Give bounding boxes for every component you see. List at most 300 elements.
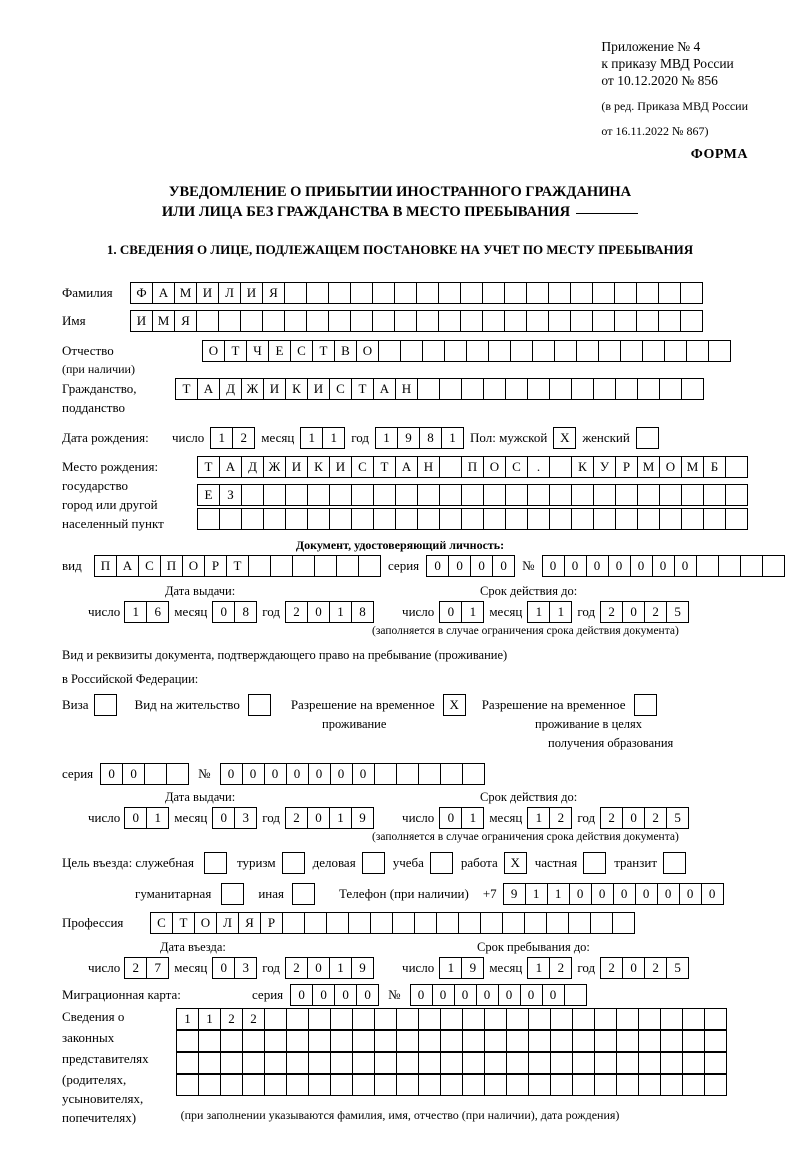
- char-cell[interactable]: [660, 1052, 683, 1074]
- char-cell[interactable]: 0: [674, 555, 697, 577]
- char-cell[interactable]: [439, 378, 462, 400]
- char-cell[interactable]: [314, 555, 337, 577]
- birth-month-input[interactable]: [300, 427, 345, 449]
- char-cell[interactable]: И: [329, 456, 352, 478]
- char-cell[interactable]: [438, 310, 461, 332]
- char-cell[interactable]: [528, 1030, 551, 1052]
- char-cell[interactable]: Л: [216, 912, 239, 934]
- char-cell[interactable]: [460, 282, 483, 304]
- char-cell[interactable]: [263, 508, 286, 530]
- phone-input[interactable]: [503, 883, 724, 905]
- char-cell[interactable]: Н: [417, 456, 440, 478]
- char-cell[interactable]: [330, 1008, 353, 1030]
- char-cell[interactable]: [418, 1008, 441, 1030]
- char-cell[interactable]: [242, 1074, 265, 1096]
- char-cell[interactable]: [704, 1030, 727, 1052]
- char-cell[interactable]: [682, 1052, 705, 1074]
- char-cell[interactable]: 0: [334, 984, 357, 1006]
- patronymic-input[interactable]: [202, 340, 731, 362]
- char-cell[interactable]: [374, 1074, 397, 1096]
- char-cell[interactable]: [458, 912, 481, 934]
- stay-issue-month-input[interactable]: [212, 807, 257, 829]
- char-cell[interactable]: [330, 1052, 353, 1074]
- char-cell[interactable]: 8: [234, 601, 257, 623]
- char-cell[interactable]: [284, 310, 307, 332]
- char-cell[interactable]: 2: [644, 957, 667, 979]
- char-cell[interactable]: [395, 508, 418, 530]
- char-cell[interactable]: [506, 1008, 529, 1030]
- char-cell[interactable]: О: [356, 340, 379, 362]
- char-cell[interactable]: [658, 282, 681, 304]
- char-cell[interactable]: [506, 1052, 529, 1074]
- char-cell[interactable]: [292, 883, 315, 905]
- char-cell[interactable]: [506, 1074, 529, 1096]
- char-cell[interactable]: [616, 1074, 639, 1096]
- char-cell[interactable]: [242, 1030, 265, 1052]
- char-cell[interactable]: 2: [644, 601, 667, 623]
- char-cell[interactable]: 0: [586, 555, 609, 577]
- char-cell[interactable]: 0: [100, 763, 123, 785]
- char-cell[interactable]: П: [160, 555, 183, 577]
- char-cell[interactable]: [634, 694, 657, 716]
- char-cell[interactable]: [440, 1052, 463, 1074]
- purpose-service-checkbox[interactable]: [204, 852, 227, 874]
- char-cell[interactable]: [395, 484, 418, 506]
- char-cell[interactable]: М: [174, 282, 197, 304]
- char-cell[interactable]: 0: [439, 807, 462, 829]
- mc-number-input[interactable]: [410, 984, 587, 1006]
- char-cell[interactable]: [616, 1008, 639, 1030]
- stayuntil-day-input[interactable]: [439, 957, 484, 979]
- char-cell[interactable]: 1: [322, 427, 345, 449]
- char-cell[interactable]: 2: [232, 427, 255, 449]
- char-cell[interactable]: С: [351, 456, 374, 478]
- char-cell[interactable]: 0: [308, 763, 331, 785]
- char-cell[interactable]: 6: [146, 601, 169, 623]
- char-cell[interactable]: 2: [600, 807, 623, 829]
- char-cell[interactable]: С: [329, 378, 352, 400]
- char-cell[interactable]: [306, 310, 329, 332]
- char-cell[interactable]: Я: [238, 912, 261, 934]
- char-cell[interactable]: [616, 1030, 639, 1052]
- char-cell[interactable]: 0: [569, 883, 592, 905]
- char-cell[interactable]: [197, 508, 220, 530]
- citizenship-input[interactable]: [175, 378, 704, 400]
- char-cell[interactable]: [440, 1074, 463, 1096]
- char-cell[interactable]: Ч: [246, 340, 269, 362]
- char-cell[interactable]: 0: [212, 601, 235, 623]
- char-cell[interactable]: [330, 1030, 353, 1052]
- char-cell[interactable]: [638, 1030, 661, 1052]
- char-cell[interactable]: Т: [197, 456, 220, 478]
- char-cell[interactable]: [396, 1074, 419, 1096]
- temp-residence-checkbox[interactable]: [443, 694, 466, 716]
- char-cell[interactable]: [308, 1008, 331, 1030]
- char-cell[interactable]: [615, 378, 638, 400]
- char-cell[interactable]: [549, 508, 572, 530]
- char-cell[interactable]: 9: [503, 883, 526, 905]
- char-cell[interactable]: [373, 484, 396, 506]
- char-cell[interactable]: 1: [461, 601, 484, 623]
- doc-series-input[interactable]: [426, 555, 515, 577]
- char-cell[interactable]: [329, 484, 352, 506]
- char-cell[interactable]: [510, 340, 533, 362]
- char-cell[interactable]: М: [681, 456, 704, 478]
- char-cell[interactable]: [682, 1008, 705, 1030]
- char-cell[interactable]: [221, 883, 244, 905]
- char-cell[interactable]: [286, 1052, 309, 1074]
- char-cell[interactable]: [598, 340, 621, 362]
- char-cell[interactable]: [703, 484, 726, 506]
- char-cell[interactable]: 0: [470, 555, 493, 577]
- char-cell[interactable]: [576, 340, 599, 362]
- legal-rep-input-line4[interactable]: [176, 1074, 727, 1096]
- char-cell[interactable]: Р: [204, 555, 227, 577]
- char-cell[interactable]: [262, 310, 285, 332]
- char-cell[interactable]: 1: [146, 807, 169, 829]
- entry-day-input[interactable]: [124, 957, 169, 979]
- char-cell[interactable]: [704, 1052, 727, 1074]
- char-cell[interactable]: [502, 912, 525, 934]
- char-cell[interactable]: [462, 1074, 485, 1096]
- char-cell[interactable]: П: [461, 456, 484, 478]
- char-cell[interactable]: [241, 484, 264, 506]
- char-cell[interactable]: И: [240, 282, 263, 304]
- char-cell[interactable]: [219, 508, 242, 530]
- char-cell[interactable]: [546, 912, 569, 934]
- char-cell[interactable]: [396, 1030, 419, 1052]
- char-cell[interactable]: [637, 378, 660, 400]
- char-cell[interactable]: 5: [666, 807, 689, 829]
- char-cell[interactable]: 1: [329, 807, 352, 829]
- char-cell[interactable]: [198, 1052, 221, 1074]
- birth-day-input[interactable]: [210, 427, 255, 449]
- char-cell[interactable]: [220, 1052, 243, 1074]
- char-cell[interactable]: [658, 310, 681, 332]
- char-cell[interactable]: [663, 852, 686, 874]
- char-cell[interactable]: [550, 1074, 573, 1096]
- char-cell[interactable]: [659, 508, 682, 530]
- char-cell[interactable]: 9: [397, 427, 420, 449]
- char-cell[interactable]: [417, 378, 440, 400]
- profession-input[interactable]: [150, 912, 635, 934]
- char-cell[interactable]: [308, 1030, 331, 1052]
- char-cell[interactable]: [370, 912, 393, 934]
- char-cell[interactable]: [374, 1008, 397, 1030]
- char-cell[interactable]: 0: [476, 984, 499, 1006]
- char-cell[interactable]: [615, 484, 638, 506]
- char-cell[interactable]: Е: [268, 340, 291, 362]
- char-cell[interactable]: [176, 1030, 199, 1052]
- char-cell[interactable]: [638, 1074, 661, 1096]
- char-cell[interactable]: [336, 555, 359, 577]
- char-cell[interactable]: [680, 282, 703, 304]
- char-cell[interactable]: 0: [426, 555, 449, 577]
- char-cell[interactable]: 0: [542, 984, 565, 1006]
- char-cell[interactable]: [374, 763, 397, 785]
- char-cell[interactable]: [264, 1074, 287, 1096]
- char-cell[interactable]: [462, 1030, 485, 1052]
- birthplace-input-line2[interactable]: [197, 484, 748, 506]
- char-cell[interactable]: [614, 310, 637, 332]
- char-cell[interactable]: [176, 1052, 199, 1074]
- char-cell[interactable]: [594, 1074, 617, 1096]
- char-cell[interactable]: 1: [439, 957, 462, 979]
- stayuntil-year-input[interactable]: [600, 957, 689, 979]
- char-cell[interactable]: [659, 484, 682, 506]
- char-cell[interactable]: [592, 310, 615, 332]
- char-cell[interactable]: 0: [290, 984, 313, 1006]
- char-cell[interactable]: З: [219, 484, 242, 506]
- stay-series-input[interactable]: [100, 763, 189, 785]
- char-cell[interactable]: Х: [553, 427, 576, 449]
- char-cell[interactable]: [352, 1074, 375, 1096]
- char-cell[interactable]: С: [138, 555, 161, 577]
- char-cell[interactable]: 8: [419, 427, 442, 449]
- doc-issue-day-input[interactable]: [124, 601, 169, 623]
- char-cell[interactable]: 1: [527, 601, 550, 623]
- char-cell[interactable]: [638, 1052, 661, 1074]
- char-cell[interactable]: [506, 1030, 529, 1052]
- char-cell[interactable]: 0: [439, 601, 462, 623]
- char-cell[interactable]: [637, 508, 660, 530]
- char-cell[interactable]: [488, 340, 511, 362]
- char-cell[interactable]: [583, 852, 606, 874]
- char-cell[interactable]: [572, 1030, 595, 1052]
- char-cell[interactable]: М: [152, 310, 175, 332]
- char-cell[interactable]: [264, 1030, 287, 1052]
- char-cell[interactable]: .: [527, 456, 550, 478]
- char-cell[interactable]: [307, 508, 330, 530]
- char-cell[interactable]: [416, 282, 439, 304]
- char-cell[interactable]: [483, 508, 506, 530]
- char-cell[interactable]: [430, 852, 453, 874]
- char-cell[interactable]: Д: [241, 456, 264, 478]
- char-cell[interactable]: Ф: [130, 282, 153, 304]
- char-cell[interactable]: [637, 484, 660, 506]
- char-cell[interactable]: [549, 378, 572, 400]
- char-cell[interactable]: Ж: [241, 378, 264, 400]
- char-cell[interactable]: [440, 1030, 463, 1052]
- char-cell[interactable]: [358, 555, 381, 577]
- char-cell[interactable]: [286, 1008, 309, 1030]
- char-cell[interactable]: [527, 378, 550, 400]
- char-cell[interactable]: [708, 340, 731, 362]
- char-cell[interactable]: [373, 508, 396, 530]
- char-cell[interactable]: [326, 912, 349, 934]
- char-cell[interactable]: [418, 763, 441, 785]
- char-cell[interactable]: [308, 1052, 331, 1074]
- char-cell[interactable]: [292, 555, 315, 577]
- char-cell[interactable]: [439, 484, 462, 506]
- char-cell[interactable]: 8: [351, 601, 374, 623]
- stay-valid-day-input[interactable]: [439, 807, 484, 829]
- char-cell[interactable]: [394, 310, 417, 332]
- char-cell[interactable]: 1: [525, 883, 548, 905]
- char-cell[interactable]: [94, 694, 117, 716]
- stay-valid-month-input[interactable]: [527, 807, 572, 829]
- char-cell[interactable]: [636, 282, 659, 304]
- char-cell[interactable]: [352, 1008, 375, 1030]
- char-cell[interactable]: [484, 1074, 507, 1096]
- char-cell[interactable]: 0: [307, 807, 330, 829]
- doc-valid-day-input[interactable]: [439, 601, 484, 623]
- purpose-tourism-checkbox[interactable]: [282, 852, 305, 874]
- char-cell[interactable]: 5: [666, 601, 689, 623]
- char-cell[interactable]: [439, 456, 462, 478]
- char-cell[interactable]: [240, 310, 263, 332]
- char-cell[interactable]: [703, 508, 726, 530]
- surname-input[interactable]: [130, 282, 703, 304]
- edu-residence-checkbox[interactable]: [634, 694, 657, 716]
- char-cell[interactable]: 1: [210, 427, 233, 449]
- char-cell[interactable]: [550, 1030, 573, 1052]
- char-cell[interactable]: Х: [443, 694, 466, 716]
- name-input[interactable]: [130, 310, 703, 332]
- char-cell[interactable]: 9: [351, 957, 374, 979]
- char-cell[interactable]: [286, 1074, 309, 1096]
- doc-kind-input[interactable]: [94, 555, 381, 577]
- char-cell[interactable]: [439, 508, 462, 530]
- char-cell[interactable]: [484, 1030, 507, 1052]
- visa-checkbox[interactable]: [94, 694, 117, 716]
- char-cell[interactable]: [417, 484, 440, 506]
- legal-rep-input-line3[interactable]: [176, 1052, 727, 1074]
- char-cell[interactable]: Р: [260, 912, 283, 934]
- char-cell[interactable]: 3: [234, 807, 257, 829]
- birthplace-input-line3[interactable]: [197, 508, 748, 530]
- char-cell[interactable]: [285, 508, 308, 530]
- char-cell[interactable]: [526, 282, 549, 304]
- char-cell[interactable]: [484, 1052, 507, 1074]
- entry-month-input[interactable]: [212, 957, 257, 979]
- char-cell[interactable]: [418, 1052, 441, 1074]
- char-cell[interactable]: [664, 340, 687, 362]
- doc-valid-month-input[interactable]: [527, 601, 572, 623]
- sex-female-checkbox[interactable]: [636, 427, 659, 449]
- char-cell[interactable]: 0: [608, 555, 631, 577]
- char-cell[interactable]: 2: [285, 601, 308, 623]
- char-cell[interactable]: 1: [461, 807, 484, 829]
- char-cell[interactable]: [400, 340, 423, 362]
- purpose-business-checkbox[interactable]: [362, 852, 385, 874]
- char-cell[interactable]: Т: [226, 555, 249, 577]
- char-cell[interactable]: [282, 912, 305, 934]
- char-cell[interactable]: [218, 310, 241, 332]
- char-cell[interactable]: 2: [285, 957, 308, 979]
- char-cell[interactable]: [436, 912, 459, 934]
- legal-rep-input-line2[interactable]: [176, 1030, 727, 1052]
- char-cell[interactable]: 0: [492, 555, 515, 577]
- char-cell[interactable]: 1: [329, 601, 352, 623]
- legal-rep-input-line1[interactable]: [176, 1008, 727, 1030]
- char-cell[interactable]: А: [373, 378, 396, 400]
- purpose-other-checkbox[interactable]: [292, 883, 315, 905]
- char-cell[interactable]: [549, 456, 572, 478]
- stay-issue-day-input[interactable]: [124, 807, 169, 829]
- char-cell[interactable]: [594, 1008, 617, 1030]
- char-cell[interactable]: Т: [224, 340, 247, 362]
- char-cell[interactable]: [659, 378, 682, 400]
- char-cell[interactable]: [740, 555, 763, 577]
- char-cell[interactable]: [352, 1052, 375, 1074]
- char-cell[interactable]: 0: [312, 984, 335, 1006]
- char-cell[interactable]: [554, 340, 577, 362]
- char-cell[interactable]: 1: [124, 601, 147, 623]
- char-cell[interactable]: [636, 427, 659, 449]
- char-cell[interactable]: 0: [124, 807, 147, 829]
- char-cell[interactable]: О: [194, 912, 217, 934]
- birth-year-input[interactable]: [375, 427, 464, 449]
- char-cell[interactable]: П: [94, 555, 117, 577]
- char-cell[interactable]: 0: [432, 984, 455, 1006]
- char-cell[interactable]: [504, 310, 527, 332]
- char-cell[interactable]: [242, 1052, 265, 1074]
- char-cell[interactable]: [548, 310, 571, 332]
- char-cell[interactable]: [466, 340, 489, 362]
- char-cell[interactable]: [286, 1030, 309, 1052]
- stayuntil-month-input[interactable]: [527, 957, 572, 979]
- char-cell[interactable]: [270, 555, 293, 577]
- char-cell[interactable]: 0: [122, 763, 145, 785]
- char-cell[interactable]: М: [637, 456, 660, 478]
- char-cell[interactable]: [204, 852, 227, 874]
- residence-permit-checkbox[interactable]: [248, 694, 271, 716]
- char-cell[interactable]: [462, 1008, 485, 1030]
- char-cell[interactable]: И: [130, 310, 153, 332]
- char-cell[interactable]: [196, 310, 219, 332]
- char-cell[interactable]: [638, 1008, 661, 1030]
- char-cell[interactable]: Н: [395, 378, 418, 400]
- char-cell[interactable]: [352, 1030, 375, 1052]
- char-cell[interactable]: 0: [679, 883, 702, 905]
- char-cell[interactable]: [504, 282, 527, 304]
- char-cell[interactable]: [696, 555, 719, 577]
- char-cell[interactable]: 0: [613, 883, 636, 905]
- char-cell[interactable]: Т: [175, 378, 198, 400]
- char-cell[interactable]: [593, 484, 616, 506]
- char-cell[interactable]: [571, 508, 594, 530]
- char-cell[interactable]: 0: [622, 957, 645, 979]
- char-cell[interactable]: [526, 310, 549, 332]
- char-cell[interactable]: [483, 378, 506, 400]
- char-cell[interactable]: [482, 310, 505, 332]
- char-cell[interactable]: [480, 912, 503, 934]
- char-cell[interactable]: Б: [703, 456, 726, 478]
- char-cell[interactable]: 2: [600, 957, 623, 979]
- char-cell[interactable]: [461, 378, 484, 400]
- char-cell[interactable]: [176, 1074, 199, 1096]
- char-cell[interactable]: Е: [197, 484, 220, 506]
- char-cell[interactable]: 0: [622, 807, 645, 829]
- char-cell[interactable]: 0: [352, 763, 375, 785]
- char-cell[interactable]: 0: [520, 984, 543, 1006]
- char-cell[interactable]: [416, 310, 439, 332]
- char-cell[interactable]: К: [307, 456, 330, 478]
- char-cell[interactable]: 2: [549, 807, 572, 829]
- char-cell[interactable]: 5: [666, 957, 689, 979]
- char-cell[interactable]: О: [182, 555, 205, 577]
- char-cell[interactable]: А: [197, 378, 220, 400]
- char-cell[interactable]: [612, 912, 635, 934]
- char-cell[interactable]: [329, 508, 352, 530]
- char-cell[interactable]: [642, 340, 665, 362]
- char-cell[interactable]: 0: [635, 883, 658, 905]
- char-cell[interactable]: 0: [701, 883, 724, 905]
- char-cell[interactable]: [527, 484, 550, 506]
- char-cell[interactable]: [394, 282, 417, 304]
- char-cell[interactable]: [374, 1030, 397, 1052]
